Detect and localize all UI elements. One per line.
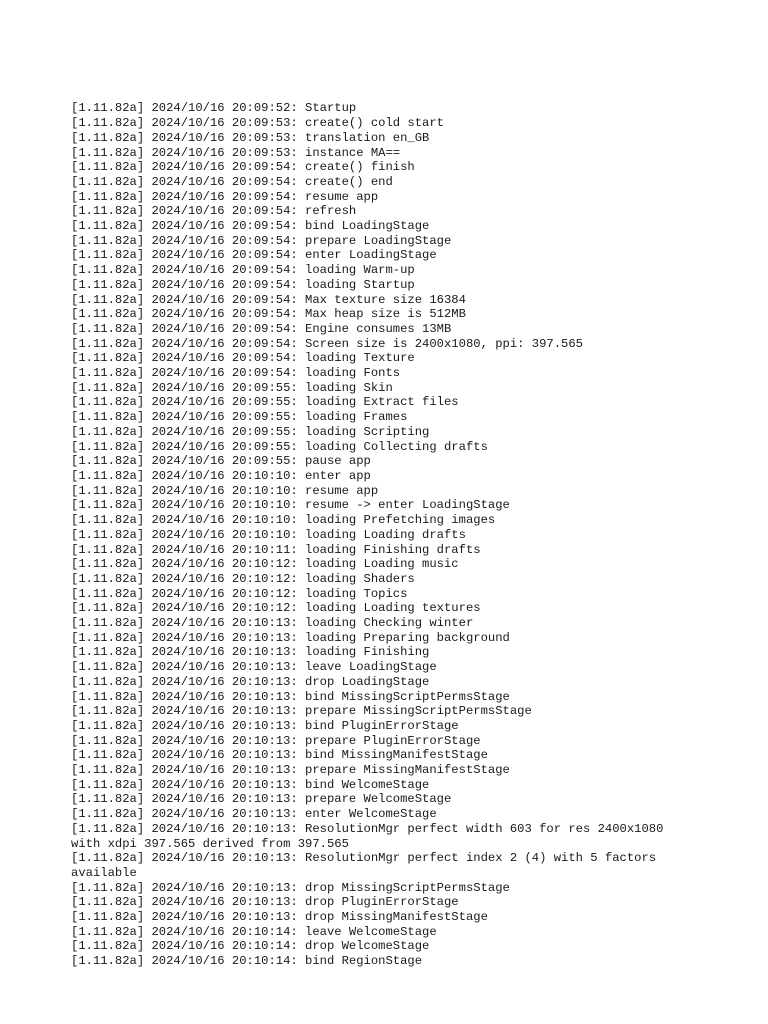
log-line: [1.11.82a] 2024/10/16 20:10:13: prepare WelcomeStage xyxy=(71,792,452,807)
log-line: [1.11.82a] 2024/10/16 20:09:54: Max texture size 16384 xyxy=(71,292,466,307)
log-line: [1.11.82a] 2024/10/16 20:10:13: bind MissingManifestStage xyxy=(71,748,488,763)
log-line: [1.11.82a] 2024/10/16 20:10:13: drop PluginErrorStage xyxy=(71,895,459,910)
log-line: [1.11.82a] 2024/10/16 20:10:14: bind RegionStage xyxy=(71,954,423,969)
log-line: [1.11.82a] 2024/10/16 20:09:55: loading Skin xyxy=(71,380,393,395)
log-line: [1.11.82a] 2024/10/16 20:09:54: enter LoadingStage xyxy=(71,248,437,263)
log-line: [1.11.82a] 2024/10/16 20:10:10: loading Loading drafts xyxy=(71,527,466,542)
log-lines xyxy=(71,101,711,968)
log-line: [1.11.82a] 2024/10/16 20:10:13: loading Preparing background xyxy=(71,630,510,645)
log-line: [1.11.82a] 2024/10/16 20:10:13: bind WelcomeStage xyxy=(71,777,430,792)
log-line: [1.11.82a] 2024/10/16 20:09:54: Screen size is 2400x1080, ppi: 397.565 xyxy=(71,336,583,351)
log-line: [1.11.82a] 2024/10/16 20:10:13: prepare MissingManifestStage xyxy=(71,763,510,778)
log-line: [1.11.82a] 2024/10/16 20:10:11: loading Finishing drafts xyxy=(71,542,481,557)
log-line: [1.11.82a] 2024/10/16 20:10:10: resume -> enter LoadingStage xyxy=(71,498,510,513)
log-line: [1.11.82a] 2024/10/16 20:10:10: enter app xyxy=(71,468,371,483)
log-line: [1.11.82a] 2024/10/16 20:10:10: resume app xyxy=(71,483,379,498)
log-line: [1.11.82a] 2024/10/16 20:10:10: loading Prefetching images xyxy=(71,513,496,528)
log-line: [1.11.82a] 2024/10/16 20:09:54: prepare LoadingStage xyxy=(71,233,452,248)
log-line: [1.11.82a] 2024/10/16 20:10:14: drop WelcomeStage xyxy=(71,939,430,954)
log-line: [1.11.82a] 2024/10/16 20:09:55: loading Collecting drafts xyxy=(71,439,488,454)
log-line: [1.11.82a] 2024/10/16 20:09:54: Max heap size is 512MB xyxy=(71,307,466,322)
log-line: [1.11.82a] 2024/10/16 20:10:13: prepare MissingScriptPermsStage xyxy=(71,704,532,719)
log-line: [1.11.82a] 2024/10/16 20:10:13: leave LoadingStage xyxy=(71,660,437,675)
log-line: [1.11.82a] 2024/10/16 20:10:12: loading Topics xyxy=(71,586,408,601)
log-line: [1.11.82a] 2024/10/16 20:10:13: bind PluginErrorStage xyxy=(71,718,459,733)
log-line: [1.11.82a] 2024/10/16 20:10:12: loading Loading music xyxy=(71,557,459,572)
log-line: [1.11.82a] 2024/10/16 20:10:13: prepare PluginErrorStage xyxy=(71,733,481,748)
log-line: [1.11.82a] 2024/10/16 20:09:53: translation en_GB xyxy=(71,130,430,145)
log-line: [1.11.82a] 2024/10/16 20:09:54: loading Warm-up xyxy=(71,263,415,278)
log-line: [1.11.82a] 2024/10/16 20:09:53: create() cold start xyxy=(71,116,444,131)
log-line: [1.11.82a] 2024/10/16 20:09:55: pause app xyxy=(71,454,371,469)
log-line: [1.11.82a] 2024/10/16 20:10:12: loading Shaders xyxy=(71,571,415,586)
log-line: [1.11.82a] 2024/10/16 20:09:54: loading Startup xyxy=(71,277,415,292)
log-line: [1.11.82a] 2024/10/16 20:09:55: loading Scripting xyxy=(71,424,430,439)
log-line: [1.11.82a] 2024/10/16 20:10:13: drop LoadingStage xyxy=(71,674,430,689)
log-line: [1.11.82a] 2024/10/16 20:09:52: Startup xyxy=(71,101,357,116)
log-line: [1.11.82a] 2024/10/16 20:10:13: drop MissingManifestStage xyxy=(71,910,488,925)
log-line: [1.11.82a] 2024/10/16 20:10:13: loading Finishing xyxy=(71,645,430,660)
log-line: [1.11.82a] 2024/10/16 20:09:54: resume app xyxy=(71,189,379,204)
log-line: [1.11.82a] 2024/10/16 20:09:54: Engine consumes 13MB xyxy=(71,321,452,336)
log-line: [1.11.82a] 2024/10/16 20:10:13: enter WelcomeStage xyxy=(71,807,437,822)
log-line: [1.11.82a] 2024/10/16 20:10:13: loading Checking winter xyxy=(71,616,474,631)
log-line: [1.11.82a] 2024/10/16 20:10:13: bind MissingScriptPermsStage xyxy=(71,689,510,704)
log-line: [1.11.82a] 2024/10/16 20:09:54: loading Fonts xyxy=(71,366,401,381)
log-line: [1.11.82a] 2024/10/16 20:09:54: bind LoadingStage xyxy=(71,219,430,234)
log-line: [1.11.82a] 2024/10/16 20:09:53: instance MA== xyxy=(71,145,401,160)
log-line: [1.11.82a] 2024/10/16 20:09:55: loading Extract files xyxy=(71,395,459,410)
log-line: [1.11.82a] 2024/10/16 20:09:54: refresh xyxy=(71,204,357,219)
log-line: [1.11.82a] 2024/10/16 20:09:54: loading Texture xyxy=(71,351,415,366)
log-line: [1.11.82a] 2024/10/16 20:10:14: leave WelcomeStage xyxy=(71,924,437,939)
log-line: [1.11.82a] 2024/10/16 20:09:54: create() finish xyxy=(71,160,415,175)
log-line: [1.11.82a] 2024/10/16 20:10:12: loading Loading textures xyxy=(71,601,481,616)
log-line: [1.11.82a] 2024/10/16 20:10:13: ResolutionMgr perfect index 2 (4) with 5 factors available xyxy=(71,851,657,880)
log-line: [1.11.82a] 2024/10/16 20:10:13: ResolutionMgr perfect width 603 for res 2400x1080 with xdpi 397.565 derived from 397.565 xyxy=(71,821,664,851)
log-document xyxy=(71,72,711,984)
log-line: [1.11.82a] 2024/10/16 20:10:13: drop MissingScriptPermsStage xyxy=(71,880,510,895)
log-line: [1.11.82a] 2024/10/16 20:09:55: loading Frames xyxy=(71,410,408,425)
log-line: [1.11.82a] 2024/10/16 20:09:54: create() end xyxy=(71,174,393,189)
